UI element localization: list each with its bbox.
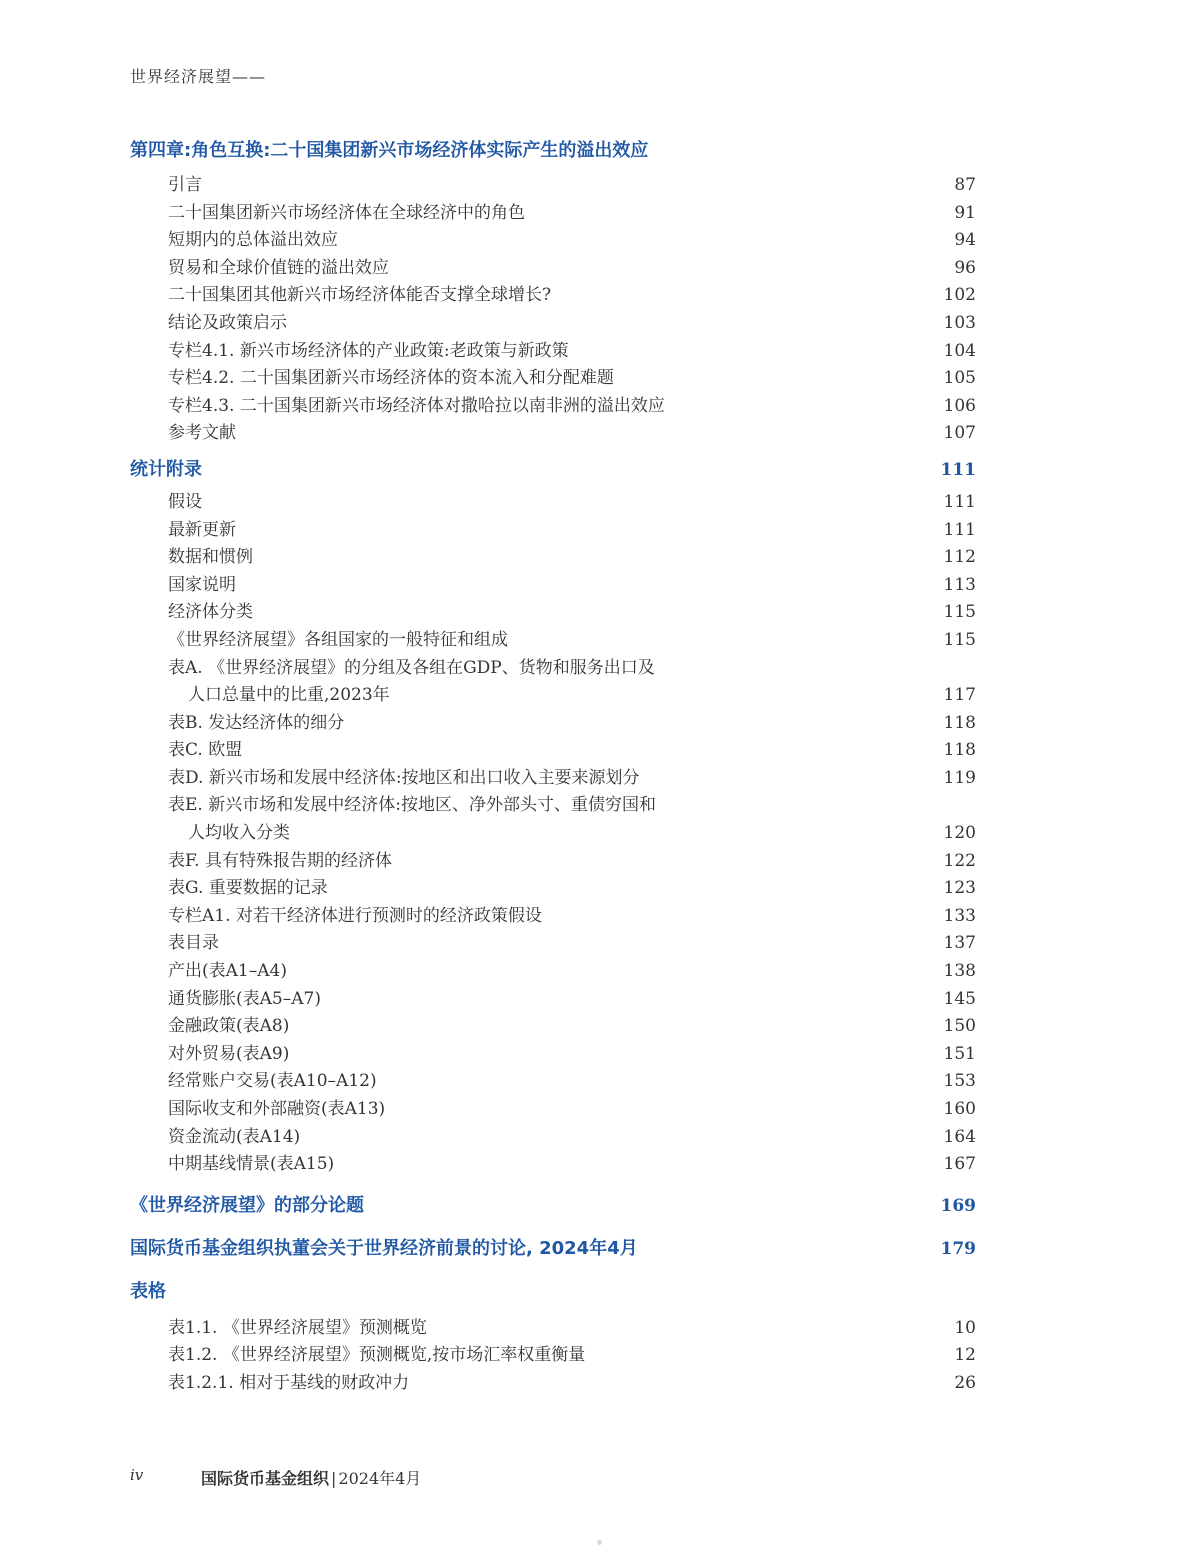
tables-title: 表格 <box>130 1280 166 1302</box>
toc-entry-page: 111 <box>943 519 976 540</box>
toc-entry-page: 145 <box>943 988 976 1009</box>
toc-entry[interactable] <box>168 710 976 738</box>
tables-heading[interactable] <box>130 1277 976 1307</box>
page-folio: iv <box>130 1466 144 1484</box>
toc-entry-text: 表D. 新兴市场和发展中经济体:按地区和出口收入主要来源划分 <box>168 767 640 788</box>
board-discussion-page: 179 <box>940 1238 976 1259</box>
toc-entry-line-2: 人口总量中的比重,2023年 <box>188 685 390 706</box>
toc-entry[interactable] <box>168 420 976 448</box>
toc-entry-page: 122 <box>943 850 976 871</box>
toc-entry-text: 中期基线情景(表A15) <box>168 1154 335 1175</box>
toc-entry-text: 短期内的总体溢出效应 <box>168 230 338 251</box>
toc-entry-page: 138 <box>943 961 976 982</box>
toc-entry[interactable] <box>168 958 976 986</box>
toc-entry[interactable] <box>168 792 976 847</box>
toc-entry-text: 二十国集团其他新兴市场经济体能否支撑全球增长? <box>168 285 552 306</box>
toc-entry-page: 133 <box>943 905 976 926</box>
page-indicator-dot <box>597 1540 602 1545</box>
table-of-contents <box>130 136 976 1398</box>
toc-entry[interactable] <box>168 544 976 572</box>
toc-entry-line-2: 人均收入分类 <box>188 823 290 844</box>
toc-entry-text: 参考文献 <box>168 423 236 444</box>
toc-entry-text: 专栏4.1. 新兴市场经济体的产业政策:老政策与新政策 <box>168 340 569 361</box>
toc-entry-page: 117 <box>943 685 976 706</box>
toc-entry-page: 102 <box>943 285 976 306</box>
toc-entry-text: 表C. 欧盟 <box>168 740 243 761</box>
topics-title: 《世界经济展望》的部分论题 <box>130 1194 364 1216</box>
toc-entry-text: 国家说明 <box>168 574 236 595</box>
toc-entry-text: 国际收支和外部融资(表A13) <box>168 1099 386 1119</box>
toc-entry[interactable] <box>168 903 976 931</box>
toc-entry-page: 153 <box>943 1071 976 1092</box>
toc-entry-line-1: 表E. 新兴市场和发展中经济体:按地区、净外部头寸、重债穷国和 <box>168 795 656 816</box>
toc-entry-text: 专栏4.2. 二十国集团新兴市场经济体的资本流入和分配难题 <box>168 368 614 389</box>
toc-entry-text: 金融政策(表A8) <box>168 1016 290 1037</box>
toc-entry-text: 产出(表A1–A4) <box>168 961 287 982</box>
footer-separator: | <box>331 1469 337 1488</box>
toc-entry[interactable] <box>168 338 976 366</box>
toc-entry[interactable] <box>168 1370 976 1398</box>
toc-entry-text: 二十国集团新兴市场经济体在全球经济中的角色 <box>168 202 525 223</box>
toc-entry-text: 引言 <box>168 175 202 195</box>
toc-entry[interactable] <box>168 599 976 627</box>
running-head: 世界经济展望—— <box>130 67 267 86</box>
toc-entry-text: 通货膨胀(表A5–A7) <box>168 988 321 1009</box>
toc-entry[interactable] <box>168 1096 976 1124</box>
stat-appendix-title: 统计附录 <box>130 458 202 480</box>
board-discussion-heading[interactable] <box>130 1234 976 1264</box>
toc-entry-text: 表F. 具有特殊报告期的经济体 <box>168 850 392 871</box>
toc-entry-page: 107 <box>943 423 976 444</box>
toc-entry-page: 104 <box>943 340 976 361</box>
toc-entry-text: 表B. 发达经济体的细分 <box>168 712 345 733</box>
toc-entry[interactable] <box>168 930 976 958</box>
toc-entry[interactable] <box>168 986 976 1014</box>
toc-entry-line-1: 表A. 《世界经济展望》的分组及各组在GDP、货物和服务出口及 <box>168 657 655 678</box>
toc-entry-page: 105 <box>943 368 976 389</box>
topics-page: 169 <box>940 1195 976 1216</box>
stat-appendix-entries <box>130 489 976 1179</box>
toc-entry-text: 专栏4.3. 二十国集团新兴市场经济体对撒哈拉以南非洲的溢出效应 <box>168 395 665 416</box>
toc-entry[interactable] <box>168 489 976 517</box>
toc-entry-page: 151 <box>943 1043 976 1064</box>
toc-entry-text <box>168 655 936 710</box>
toc-entry[interactable] <box>168 200 976 228</box>
toc-entry[interactable] <box>168 172 976 200</box>
toc-entry-text: 专栏A1. 对若干经济体进行预测时的经济政策假设 <box>168 905 542 926</box>
toc-entry-text: 表1.1. 《世界经济展望》预测概览 <box>168 1317 427 1338</box>
board-discussion-title: 国际货币基金组织执董会关于世界经济前景的讨论, 2024年4月 <box>130 1237 638 1259</box>
toc-entry[interactable] <box>168 1068 976 1096</box>
toc-entry-page: 94 <box>954 230 976 251</box>
toc-entry-text <box>168 792 936 847</box>
tables-entries <box>130 1315 976 1398</box>
toc-entry-page: 112 <box>943 547 976 568</box>
toc-entry-page: 113 <box>943 574 976 595</box>
toc-entry-text: 经常账户交易(表A10–A12) <box>168 1071 377 1092</box>
toc-entry-page: 120 <box>943 823 976 844</box>
toc-entry[interactable] <box>168 655 976 710</box>
stat-appendix-page: 111 <box>940 459 976 480</box>
chapter-4-entries <box>130 172 976 448</box>
toc-entry-page: 115 <box>943 602 976 623</box>
toc-entry[interactable] <box>168 1315 976 1343</box>
toc-entry[interactable] <box>168 572 976 600</box>
toc-entry-page: 103 <box>943 312 976 333</box>
toc-entry[interactable] <box>168 227 976 255</box>
footer-date: 2024年4月 <box>338 1469 422 1488</box>
toc-entry[interactable] <box>168 1041 976 1069</box>
toc-entry-text: 最新更新 <box>168 519 236 540</box>
toc-entry[interactable] <box>168 282 976 310</box>
toc-entry-page: 87 <box>954 175 976 195</box>
toc-entry[interactable] <box>168 1151 976 1179</box>
toc-entry[interactable] <box>168 255 976 283</box>
toc-entry-page: 164 <box>943 1126 976 1147</box>
toc-entry[interactable] <box>168 365 976 393</box>
toc-entry-page: 137 <box>943 933 976 954</box>
toc-entry-page: 150 <box>943 1016 976 1037</box>
toc-entry-text: 表1.2. 《世界经济展望》预测概览,按市场汇率权重衡量 <box>168 1345 586 1366</box>
chapter-4-title: 第四章:角色互换:二十国集团新兴市场经济体实际产生的溢出效应 <box>130 140 649 161</box>
toc-entry-text: 表1.2.1. 相对于基线的财政冲力 <box>168 1372 410 1393</box>
toc-entry[interactable] <box>168 1124 976 1152</box>
toc-entry[interactable] <box>168 1342 976 1370</box>
toc-entry-text: 资金流动(表A14) <box>168 1126 301 1147</box>
toc-entry-page: 160 <box>943 1099 976 1119</box>
topics-heading[interactable] <box>130 1191 976 1221</box>
toc-entry-text: 经济体分类 <box>168 602 253 623</box>
toc-entry-page: 91 <box>954 202 976 223</box>
toc-entry-text: 表G. 重要数据的记录 <box>168 878 328 899</box>
toc-entry[interactable] <box>168 517 976 545</box>
toc-entry-page: 115 <box>943 629 976 650</box>
toc-entry[interactable] <box>168 848 976 876</box>
toc-entry-text: 对外贸易(表A9) <box>168 1043 290 1064</box>
footer-org: 国际货币基金组织 <box>201 1469 330 1488</box>
toc-entry-page: 123 <box>943 878 976 899</box>
toc-entry-text: 结论及政策启示 <box>168 312 287 333</box>
toc-entry-page: 12 <box>954 1345 976 1366</box>
toc-entry-page: 96 <box>954 257 976 278</box>
toc-entry[interactable] <box>168 875 976 903</box>
toc-entry[interactable] <box>168 393 976 421</box>
toc-entry-page: 26 <box>954 1372 976 1393</box>
toc-entry-page: 167 <box>943 1154 976 1175</box>
toc-entry[interactable] <box>168 765 976 793</box>
toc-entry-page: 118 <box>943 712 976 733</box>
toc-entry-text: 假设 <box>168 491 202 512</box>
toc-entry-page: 106 <box>943 395 976 416</box>
toc-entry[interactable] <box>168 627 976 655</box>
toc-entry[interactable] <box>168 737 976 765</box>
footer <box>201 1466 421 1489</box>
toc-entry[interactable] <box>168 310 976 338</box>
toc-entry-page: 111 <box>943 491 976 512</box>
toc-entry[interactable] <box>168 1013 976 1041</box>
toc-entry-page: 119 <box>943 767 976 788</box>
toc-entry-page: 10 <box>954 1317 976 1338</box>
toc-entry-text: 《世界经济展望》各组国家的一般特征和组成 <box>168 629 508 650</box>
toc-entry-text: 数据和惯例 <box>168 547 253 568</box>
stat-appendix-heading[interactable] <box>130 455 976 482</box>
toc-entry-text: 表目录 <box>168 933 219 954</box>
chapter-4-heading[interactable] <box>130 136 976 163</box>
toc-entry-page: 118 <box>943 740 976 761</box>
toc-entry-text: 贸易和全球价值链的溢出效应 <box>168 257 389 278</box>
